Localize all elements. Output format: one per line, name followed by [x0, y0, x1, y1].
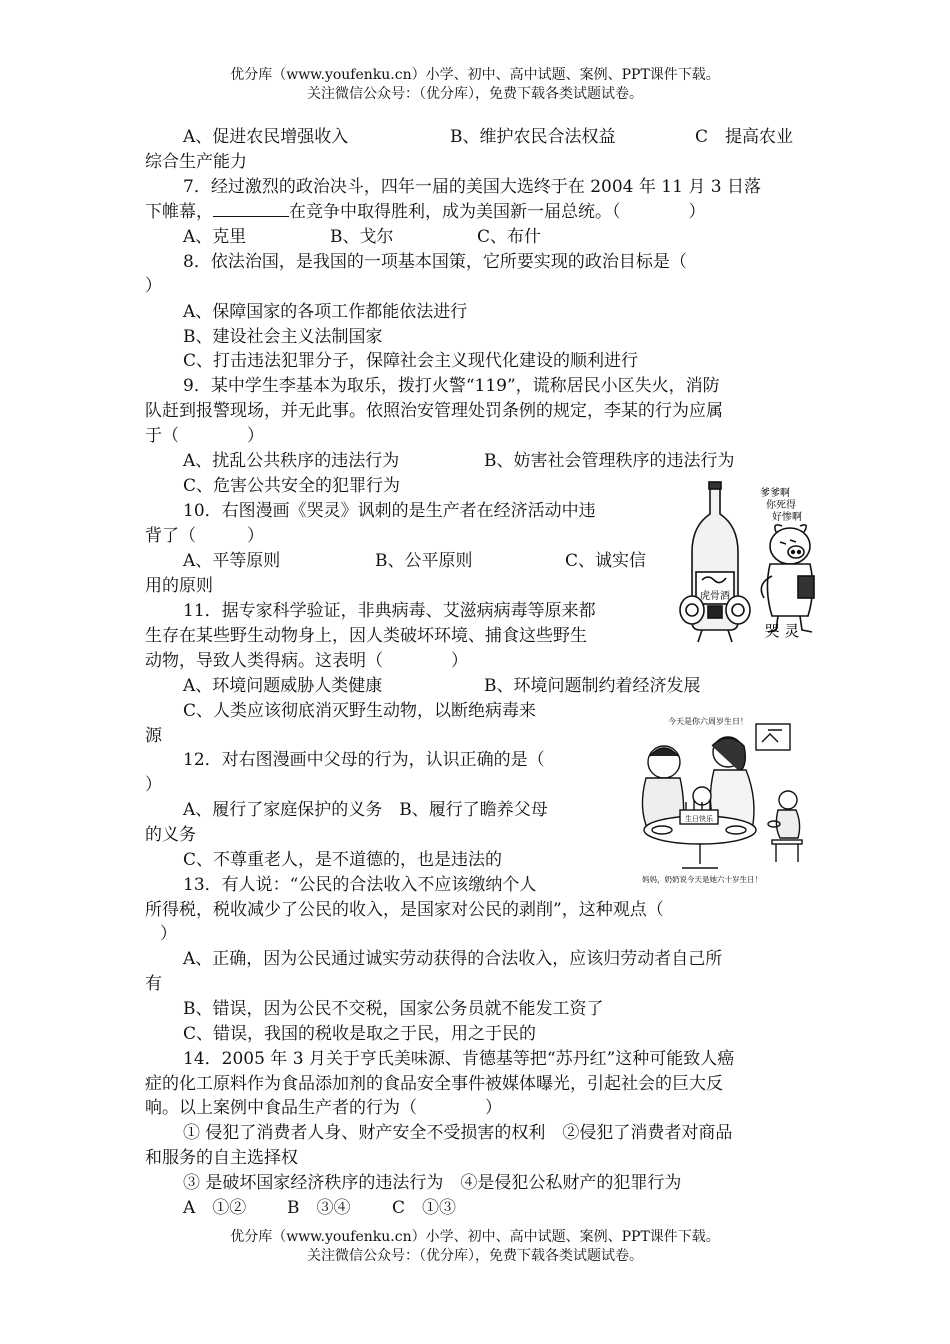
q13-option-a: A、正确，因为公民通过诚实劳动获得的合法收入，应该归劳动者自己所	[183, 949, 723, 969]
q12-option-ab: A、履行了家庭保护的义务 B、履行了瞻养父母	[183, 800, 548, 820]
bottom-caption: 妈妈，奶奶说今天是她六十岁生日！	[642, 875, 762, 884]
q7-line-2b: 在竞争中取得胜利，成为美国新一届总统。（ ）	[289, 202, 706, 222]
q14-statement-1: ① 侵犯了消费者人身、财产安全不受损害的权利 ②侵犯了消费者对商品	[183, 1123, 733, 1143]
q9-option-c: C、危害公共安全的犯罪行为	[183, 476, 401, 496]
q14-line-2: 症的化工原料作为食品添加剂的食品安全事件被媒体曝光，引起社会的巨大反	[145, 1074, 723, 1094]
cartoon-title: 哭 灵	[764, 622, 800, 640]
q14-option-c: C ①③	[392, 1198, 457, 1218]
q12-line-2: ）	[145, 775, 162, 795]
q8-option-b: B、建设社会主义法制国家	[183, 327, 383, 347]
q7-blank	[213, 202, 289, 217]
q10-line-2: 背了（ ）	[145, 526, 264, 546]
q10-option-c: C、诚实信	[565, 551, 647, 571]
q8-line-2: ）	[145, 276, 162, 296]
q14-line-1: 14．2005 年 3 月关于亨氏美味源、肯德基等把“苏丹红”这种可能致人癌	[183, 1049, 735, 1069]
q13-option-a-cont: 有	[145, 974, 162, 994]
header-line-2: 关注微信公众号：（优分库），免费下载各类试题试卷。	[307, 86, 643, 102]
q7-line-2a: 下帷幕，	[145, 202, 213, 222]
q9-line-1: 9．某中学生李基本为取乐，拨打火警“119”，谎称居民小区失火，消防	[183, 376, 720, 396]
q9-line-3: 于（ ）	[145, 426, 264, 446]
q11-option-a: A、环境问题威胁人类健康	[183, 676, 383, 696]
family-drawing	[642, 724, 802, 868]
q11-line-3: 动物，导致人类得病。这表明（ ）	[145, 651, 468, 671]
top-caption: 今天是你六周岁生日！	[668, 717, 748, 726]
crying-figure-drawing	[761, 525, 814, 632]
q9-line-2: 队赶到报警现场，并无此事。依照治安管理处罚条例的规定，李某的行为应属	[145, 401, 723, 421]
q6-option-a: A、促进农民增强收入	[183, 127, 349, 147]
q14-statement-1-cont: 和服务的自主选择权	[145, 1148, 298, 1168]
q7-option-c: C、布什	[477, 227, 542, 247]
footer-line-1: 优分库（www.youfenku.cn）小学、初中、高中试题、案例、PPT课件下载。	[230, 1229, 720, 1245]
q13-option-b: B、错误，因为公民不交税，国家公务员就不能发工资了	[183, 999, 604, 1019]
q11-option-c-cont: 源	[145, 726, 162, 746]
q14-statement-2: ③ 是破坏国家经济秩序的违法行为 ④是侵犯公私财产的犯罪行为	[183, 1173, 682, 1193]
footer-line-2: 关注微信公众号：（优分库），免费下载各类试题试卷。	[307, 1248, 643, 1264]
q7-line-1: 7．经过激烈的政治决斗，四年一届的美国大选终于在 2004 年 11 月 3 日落	[183, 177, 761, 197]
q8-option-a: A、保障国家的各项工作都能依法进行	[183, 302, 468, 322]
q11-line-1: 11．据专家科学验证，非典病毒、艾滋病病毒等原来都	[183, 601, 596, 621]
cake-text: 生日快乐	[685, 815, 713, 823]
q13-line-2: 所得税，税收减少了公民的收入，是国家对公民的剥削”，这种观点（	[145, 900, 664, 920]
q12-option-b-cont: 的义务	[145, 825, 196, 845]
q10-option-a: A、平等原则	[183, 551, 281, 571]
q11-option-b: B、环境问题制约着经济发展	[484, 676, 701, 696]
header-line-1: 优分库（www.youfenku.cn）小学、初中、高中试题、案例、PPT课件下载。	[230, 67, 720, 83]
q8-line-1: 8．依法治国，是我国的一项基本国策，它所要实现的政治目标是（	[183, 252, 687, 272]
q8-option-c: C、打击违法犯罪分子，保障社会主义现代化建设的顺利进行	[183, 351, 639, 371]
q14-option-b: B ③④	[287, 1198, 351, 1218]
q12-line-1: 12．对右图漫画中父母的行为，认识正确的是（	[183, 750, 545, 770]
q11-line-2: 生存在某些野生动物身上，因人类破坏环境、捕食这些野生	[145, 626, 587, 646]
q9-option-b: B、妨害社会管理秩序的违法行为	[484, 451, 735, 471]
q14-option-a: A ①②	[183, 1198, 247, 1218]
q6-option-c: C 提高农业	[695, 127, 794, 147]
speech-line-3: 好惨啊	[772, 512, 802, 523]
q7-option-b: B、戈尔	[330, 227, 394, 247]
speech-line-2: 你死得	[766, 500, 796, 511]
q14-line-3: 响。以上案例中食品生产者的行为（ ）	[145, 1098, 502, 1118]
cartoon-crying-at-wake	[672, 480, 824, 646]
q7-option-a: A、克里	[183, 227, 247, 247]
q7-line-2	[145, 200, 706, 224]
q9-option-a: A、扰乱公共秩序的违法行为	[183, 451, 400, 471]
q13-line-1: 13．有人说：“公民的合法收入不应该缴纳个人	[183, 875, 537, 895]
cartoon-birthday	[612, 712, 812, 888]
q13-option-c: C、错误，我国的税收是取之于民，用之于民的	[183, 1024, 537, 1044]
q6-option-c-cont: 综合生产能力	[145, 152, 247, 172]
q12-option-c: C、不尊重老人，是不道德的，也是违法的	[183, 850, 503, 870]
q10-option-b: B、公平原则	[375, 551, 473, 571]
q10-line-1: 10．右图漫画《哭灵》讽刺的是生产者在经济活动中违	[183, 501, 596, 521]
wine-bottle-drawing	[680, 482, 750, 642]
q11-option-c: C、人类应该彻底消灭野生动物，以断绝病毒来	[183, 701, 537, 721]
speech-line-1: 爹爹啊	[760, 488, 790, 499]
q13-line-3: ）	[160, 924, 177, 944]
q10-option-c-cont: 用的原则	[145, 576, 213, 596]
bottle-label: 虎骨酒	[700, 591, 730, 602]
q6-option-b: B、维护农民合法权益	[450, 127, 616, 147]
